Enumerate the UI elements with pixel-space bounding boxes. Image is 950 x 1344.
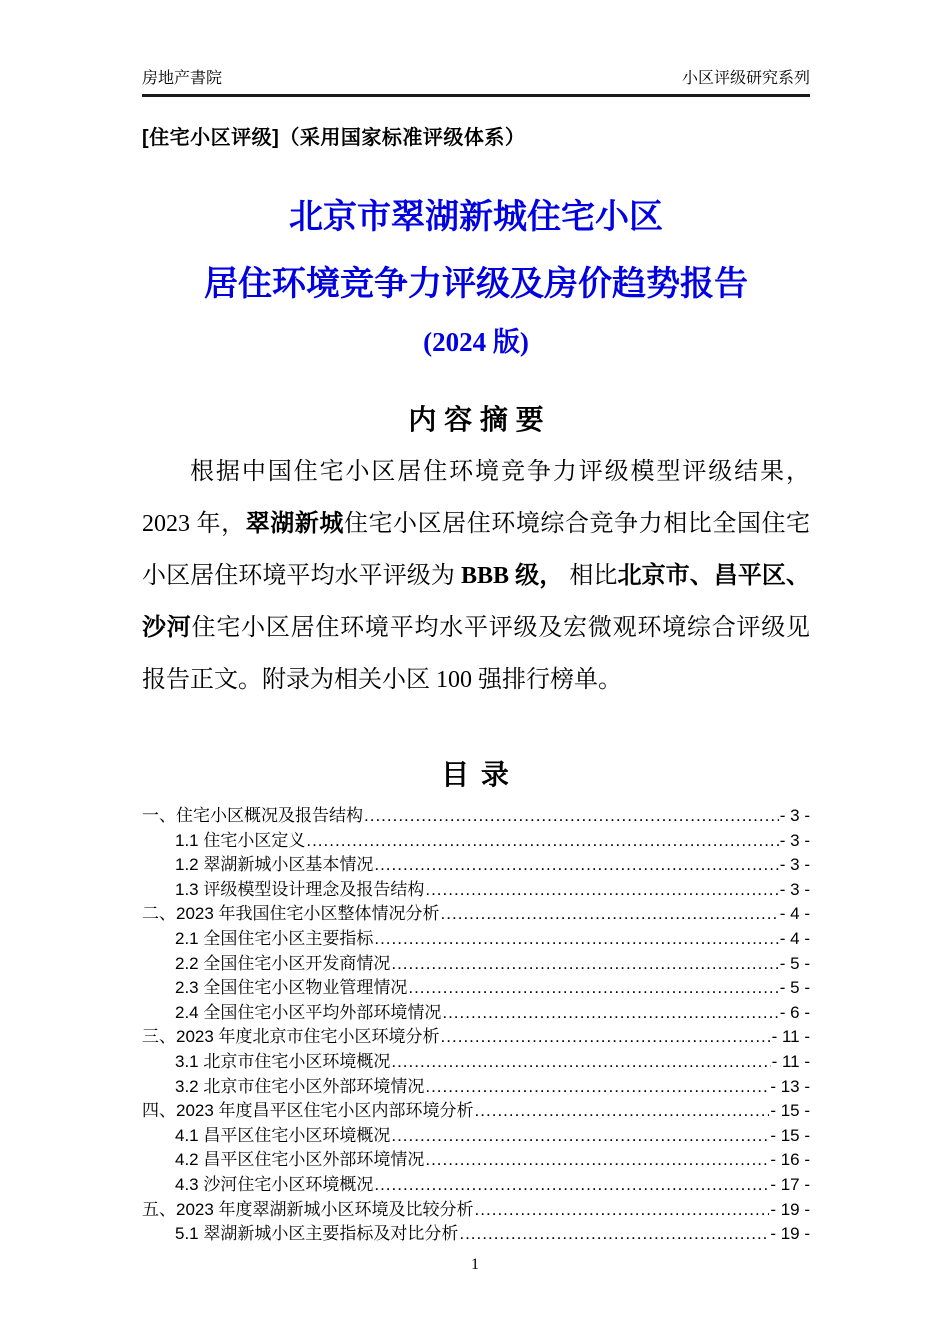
toc-entry-label: 2.4 全国住宅小区平均外部环境情况 [175,1002,442,1022]
toc-entry-page: - 11 - [771,1027,810,1047]
title-edition: (2024 版) [423,327,529,357]
toc-leader-dots [441,1025,771,1050]
toc-leader-dots [374,853,778,878]
toc-entry-page: - 3 - [779,806,810,825]
toc-leader-dots [441,902,779,927]
abstract-bold-segment: BBB 级， [461,563,564,589]
toc-entry-label: 1.3 评级模型设计理念及报告结构 [175,879,425,899]
toc-entry-page: - 17 - [770,1174,810,1194]
toc-leader-dots [364,804,779,829]
toc-entry [142,1075,810,1100]
toc-entry-label: 1.1 住宅小区定义 [175,830,306,850]
toc-entry [142,1173,810,1198]
toc-entry [142,1222,810,1247]
abstract-paragraph [142,446,810,706]
toc-entry [142,1025,810,1050]
toc-leader-dots [442,1001,778,1026]
toc-leader-dots [374,1173,769,1198]
toc-entry-label: 5.1 翠湖新城小区主要指标及对比分析 [175,1224,459,1244]
title-line-1: 北京市翠湖新城住宅小区 [289,199,663,236]
toc-entry-label: 2.1 全国住宅小区主要指标 [175,928,374,948]
toc-entry-label: 1.2 翠湖新城小区基本情况 [175,855,374,875]
abstract-text-segment: 住宅小区居住环境综合竞争力相比全国住宅小区居住环境平均水平评级为 [142,511,811,589]
toc-entry-label: 二、2023 年我国住宅小区整体情况分析 [142,904,440,924]
toc-entry-page: - 6 - [779,1002,810,1022]
toc-entry [142,878,810,903]
toc-entry-label: 3.2 北京市住宅小区外部环境情况 [175,1076,425,1096]
toc-entry [142,1124,810,1149]
toc-entry-label: 3.1 北京市住宅小区环境概况 [175,1051,391,1071]
toc-leader-dots [391,1050,770,1075]
toc-entry-label: 4.1 昌平区住宅小区环境概况 [175,1125,391,1145]
toc-entry-page: - 19 - [770,1199,810,1219]
toc-leader-dots [425,1148,769,1173]
toc-entry-label: 四、2023 年度昌平区住宅小区内部环境分析 [142,1101,474,1121]
toc-entry [142,804,810,829]
toc-entry [142,1198,810,1223]
title-block [142,198,810,358]
toc-entry [142,1099,810,1124]
toc-entry-page: - 3 - [779,830,810,850]
report-type-line: [住宅小区评级]（采用国家标准评级体系） [142,127,526,149]
toc-entry-page: - 3 - [779,855,810,875]
toc-entry [142,829,810,854]
toc-leader-dots [475,1099,770,1124]
abstract-bold-segment: 北京市、昌平区、沙河 [142,563,811,641]
header-left-text: 房地产書院 [142,70,223,87]
toc-leader-dots [425,878,778,903]
toc-entry [142,1050,810,1075]
running-header [142,68,810,97]
toc-leader-dots [459,1222,769,1247]
abstract-text-segment: 住宅小区居住环境平均水平评级及宏微观环境综合评级见报告正文。附录为相关小区 100 强排行榜单。 [142,615,811,693]
toc-entry [142,853,810,878]
toc-leader-dots [391,952,778,977]
toc-entry [142,1148,810,1173]
toc-entry [142,927,810,952]
toc-entry-label: 一、住宅小区概况及报告结构 [142,806,363,825]
toc-entry-label: 五、2023 年度翠湖新城小区环境及比较分析 [142,1199,474,1219]
toc-leader-dots [306,829,778,854]
toc-heading: 目 录 [441,759,511,790]
toc-entry-label: 2.3 全国住宅小区物业管理情况 [175,978,408,998]
toc-entry-page: - 13 - [770,1076,810,1096]
toc-entry-page: - 15 - [770,1125,810,1145]
toc-entry-page: - 15 - [770,1101,810,1121]
toc-entry [142,902,810,927]
toc-entry [142,1001,810,1026]
toc-leader-dots [475,1198,770,1223]
abstract-text-segment: 相比 [563,563,618,589]
toc-entry-page: - 19 - [770,1224,810,1244]
abstract-bold-segment: 翠湖新城 [245,511,344,537]
toc-leader-dots [408,976,778,1001]
abstract-heading: 内 容 摘 要 [408,404,544,435]
toc-entry-page: - 5 - [779,978,810,998]
toc-entry-page: - 11 - [771,1051,810,1071]
toc-entry-page: - 3 - [779,879,810,899]
page-number: 1 [471,1256,479,1273]
toc-entry-page: - 4 - [779,904,810,924]
toc-leader-dots [391,1124,769,1149]
toc-entry-label: 2.2 全国住宅小区开发商情况 [175,953,391,973]
toc-entry [142,952,810,977]
toc-entry-label: 4.2 昌平区住宅小区外部环境情况 [175,1150,425,1170]
toc-entry-label: 4.3 沙河住宅小区环境概况 [175,1174,374,1194]
title-line-2: 居住环境竞争力评级及房价趋势报告 [204,266,748,303]
table-of-contents [142,804,810,1247]
toc-entry [142,976,810,1001]
toc-entry-page: - 5 - [779,953,810,973]
toc-leader-dots [425,1075,769,1100]
header-right-text: 小区评级研究系列 [681,70,810,87]
toc-entry-page: - 4 - [779,928,810,948]
abstract-text-segment: 根据中国住宅小区居住环境竞争力评级模型评级结果，2023 年， [142,459,810,537]
toc-entry-page: - 16 - [770,1150,810,1170]
toc-entry-label: 三、2023 年度北京市住宅小区环境分析 [142,1027,440,1047]
toc-leader-dots [374,927,778,952]
